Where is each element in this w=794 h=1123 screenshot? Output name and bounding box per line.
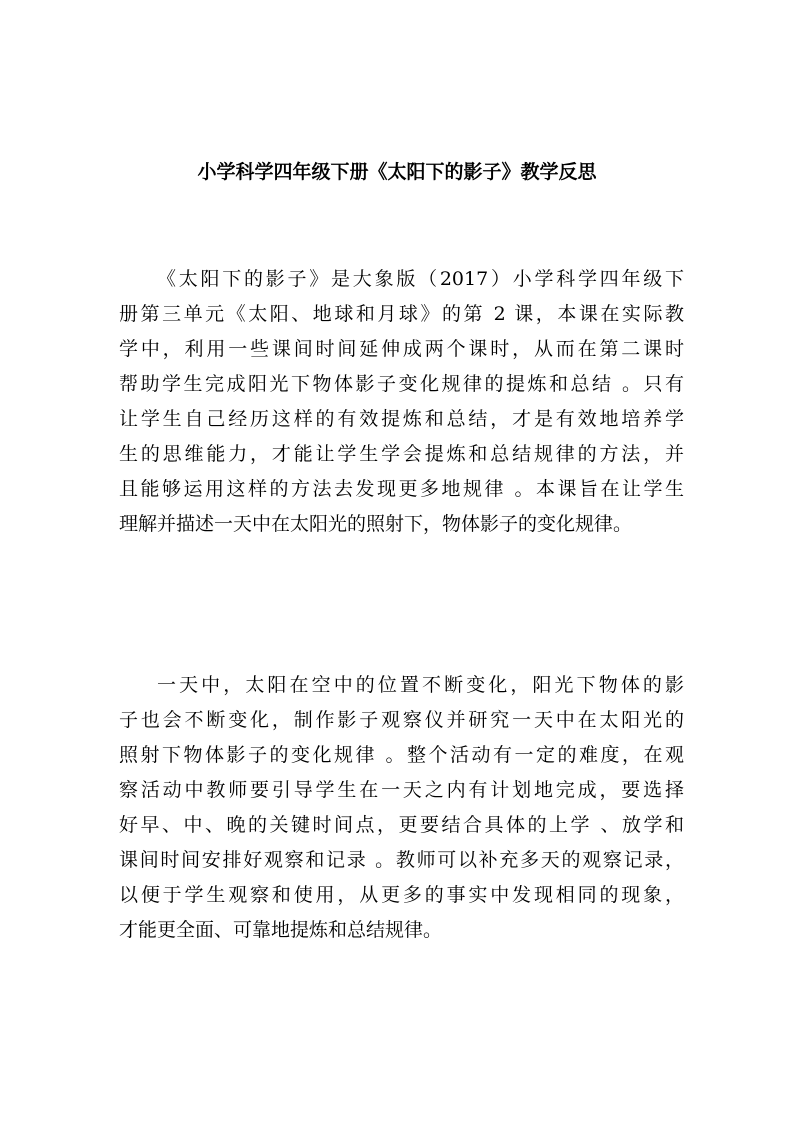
paragraph-1: [119, 262, 684, 542]
paragraph-line: 学中，利用一些课间时间延伸成两个课时，从而在第二课时: [119, 338, 684, 360]
paragraph-line: 让学生自己经历这样的有效提炼和总结，才是有效地培养学: [119, 408, 684, 430]
paragraph-line: 《太阳下的影子》是大象版（2017）小学科学四年级下: [157, 268, 684, 290]
paragraph-line: 照射下物体影子的变化规律 。整个活动有一定的难度，在观: [119, 744, 684, 766]
document-title: 小学科学四年级下册《太阳下的影子》教学反思: [197, 161, 597, 183]
paragraph-line: 册第三单元《太阳、地球和月球》的第 2 课，本课在实际教: [119, 303, 684, 325]
paragraph-2: [119, 668, 684, 948]
paragraph-line: 理解并描述一天中在太阳光的照射下，物体影子的变化规律。: [119, 513, 633, 535]
paragraph-line: 子也会不断变化，制作影子观察仪并研究一天中在太阳光的: [119, 709, 684, 731]
paragraph-line: 才能更全面、可靠地提炼和总结规律。: [119, 919, 443, 941]
paragraph-line: 课间时间安排好观察和记录 。教师可以补充多天的观察记录，: [119, 849, 684, 871]
paragraph-line: 以便于学生观察和使用，从更多的事实中发现相同的现象，: [119, 884, 684, 906]
paragraph-line: 察活动中教师要引导学生在一天之内有计划地完成，要选择: [119, 779, 684, 801]
paragraph-line: 生的思维能力，才能让学生学会提炼和总结规律的方法，并: [119, 443, 684, 465]
paragraph-line: 帮助学生完成阳光下物体影子变化规律的提炼和总结 。只有: [119, 373, 684, 395]
paragraph-line: 一天中，太阳在空中的位置不断变化，阳光下物体的影: [157, 674, 684, 696]
paragraph-line: 好早、中、晚的关键时间点，更要结合具体的上学 、放学和: [119, 814, 684, 836]
paragraph-line: 且能够运用这样的方法去发现更多地规律 。本课旨在让学生: [119, 478, 684, 500]
